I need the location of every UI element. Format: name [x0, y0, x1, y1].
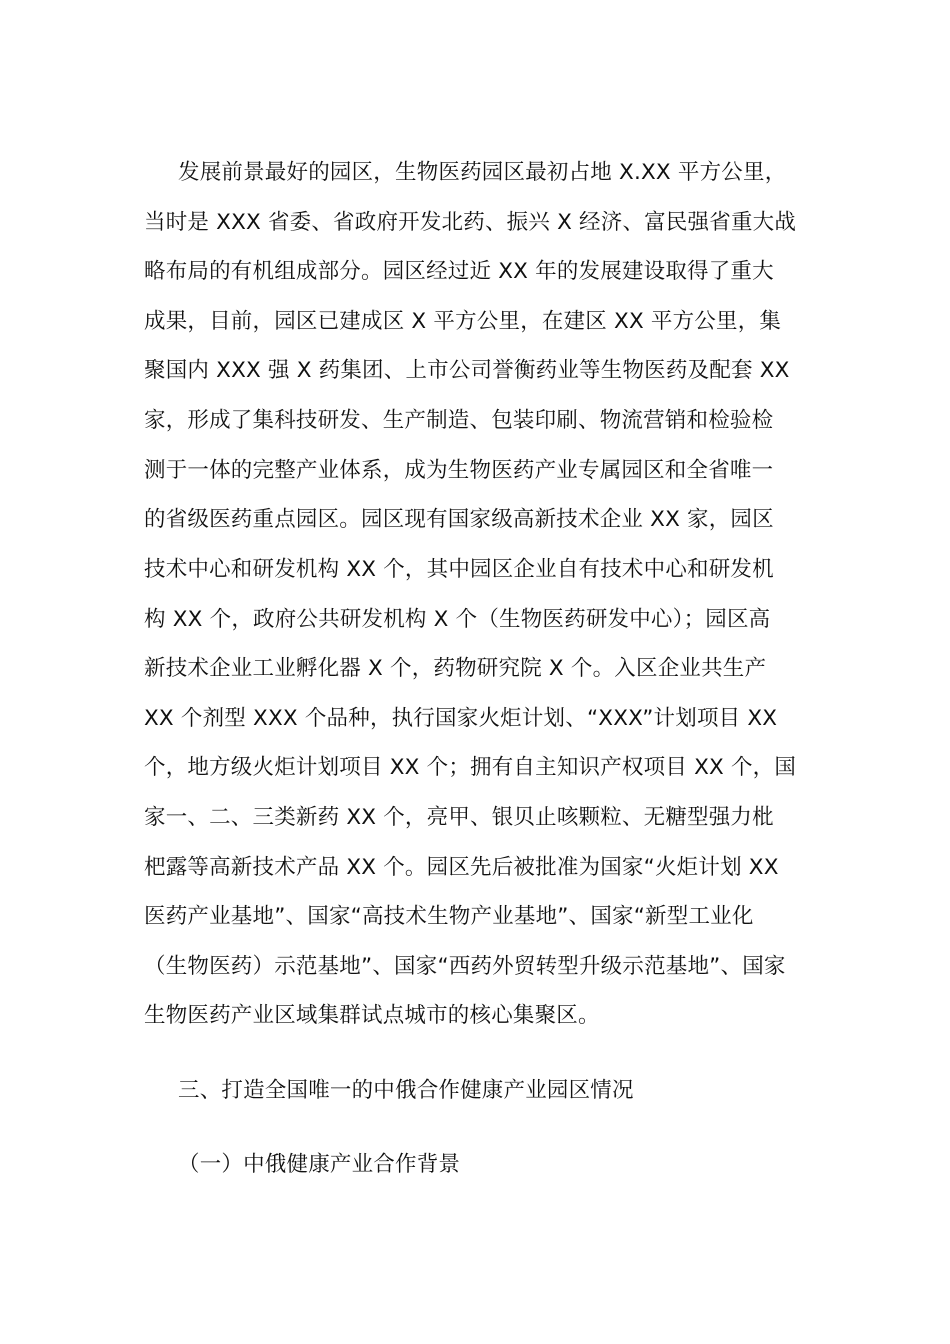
paragraph-line: 成果，目前，园区已建成区 X 平方公里，在建区 XX 平方公里，集 [144, 309, 782, 334]
paragraph-line: 测于一体的完整产业体系，成为生物医药产业专属园区和全省唯一 [144, 458, 774, 483]
paragraph-line: 家一、二、三类新药 XX 个，亮甲、银贝止咳颗粒、无糖型强力枇 [144, 805, 774, 830]
paragraph-line: 家，形成了集科技研发、生产制造、包装印刷、物流营销和检验检 [144, 408, 774, 433]
paragraph-line: 构 XX 个，政府公共研发机构 X 个（生物医药研发中心）；园区高 [144, 607, 771, 632]
paragraph-line: 的省级医药重点园区。园区现有国家级高新技术企业 XX 家，园区 [144, 507, 774, 532]
paragraph-line: （生物医药）示范基地”、国家“西药外贸转型升级示范基地”、国家 [144, 954, 786, 979]
paragraph-line: 略布局的有机组成部分。园区经过近 XX 年的发展建设取得了重大 [144, 259, 774, 284]
paragraph-line: 生物医药产业区域集群试点城市的核心集聚区。 [144, 1003, 600, 1028]
paragraph-line: 聚国内 XXX 强 X 药集团、上市公司誉衡药业等生物医药及配套 XX [144, 358, 790, 383]
paragraph-line: 杷露等高新技术产品 XX 个。园区先后被批准为国家“火炬计划 XX [144, 855, 779, 880]
paragraph-line: 个，地方级火炬计划项目 XX 个；拥有自主知识产权项目 XX 个，国 [144, 755, 797, 780]
paragraph-line: 发展前景最好的园区，生物医药园区最初占地 X.XX 平方公里， [178, 160, 787, 185]
paragraph-line: 技术中心和研发机构 XX 个，其中园区企业自有技术中心和研发机 [144, 557, 774, 582]
paragraph-line: 当时是 XXX 省委、省政府开发北药、振兴 X 经济、富民强省重大战 [144, 210, 797, 235]
section-heading: 三、打造全国唯一的中俄合作健康产业园区情况 [178, 1078, 634, 1103]
subsection-heading: （一）中俄健康产业合作背景 [178, 1152, 461, 1177]
paragraph-line: XX 个剂型 XXX 个品种，执行国家火炬计划、“XXX”计划项目 XX [144, 706, 778, 731]
paragraph-line: 医药产业基地”、国家“高技术生物产业基地”、国家“新型工业化 [144, 904, 754, 929]
paragraph-line: 新技术企业工业孵化器 X 个，药物研究院 X 个。入区企业共生产 [144, 656, 767, 681]
